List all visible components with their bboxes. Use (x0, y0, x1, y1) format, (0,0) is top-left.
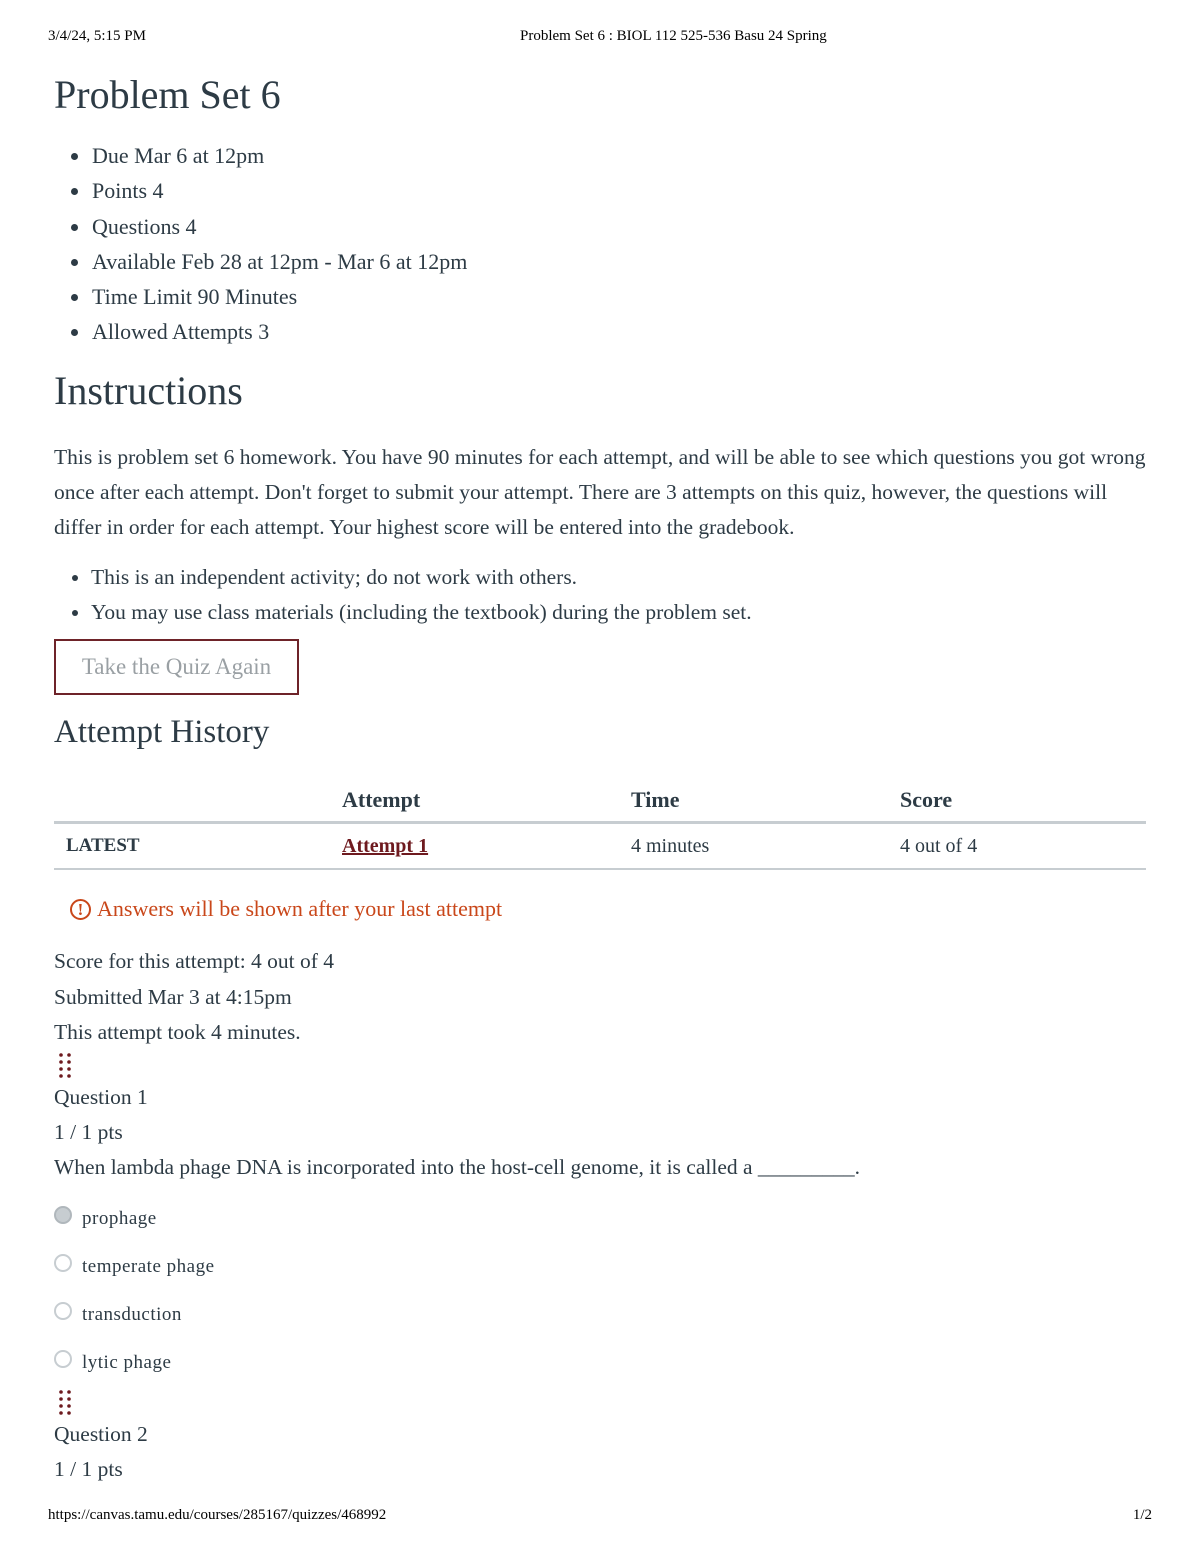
table-header-row (54, 779, 1146, 823)
column-header-score: Score (900, 779, 1146, 823)
answer-label: temperate phage (82, 1256, 215, 1278)
quiz-content (54, 70, 1146, 1487)
attempt-history-heading: Attempt History (54, 714, 270, 751)
latest-label: LATEST (54, 823, 342, 870)
question-title: Question 2 (54, 1422, 148, 1447)
take-quiz-again-button[interactable]: Take the Quiz Again (54, 639, 299, 695)
drag-handle-icon (58, 1052, 78, 1078)
quiz-details (54, 138, 1146, 350)
radio-icon[interactable] (54, 1350, 72, 1368)
instructions-heading: Instructions (54, 367, 243, 413)
attempt-time: 4 minutes (631, 823, 900, 870)
attempt-duration-text: This attempt took 4 minutes. (54, 1019, 301, 1044)
instructions-text: This is problem set 6 homework. You have 90 minutes for each attempt, and will be able to see which questions you got wrong once after each attempt. Don't forget to submit your attempt. There are 3 attempts on this quiz, however, the questions will differ in order for each attempt. Your highest score will be entered into the gradebook. (54, 444, 1146, 540)
answer-option[interactable] (54, 1243, 1146, 1291)
question-points: 1 / 1 pts (54, 1457, 123, 1482)
rule-item: • This is an independent activity; do not work with others. (91, 560, 1146, 595)
print-page-number: 1/2 (1132, 1507, 1152, 1523)
attempt-link[interactable]: Attempt 1 (342, 834, 429, 857)
rule-item: • You may use class materials (including the textbook) during the problem set. (91, 595, 1146, 630)
rules-list (54, 560, 1146, 631)
attempt-score: 4 out of 4 (900, 823, 1146, 870)
question-text: When lambda phage DNA is incorporated into the host-cell genome, it is called a _________. (54, 1155, 861, 1180)
attempt-summary (54, 944, 1146, 1050)
question-2 (54, 1389, 1146, 1487)
attempt-history-table (54, 779, 1146, 870)
radio-icon[interactable] (54, 1254, 72, 1272)
answer-option[interactable] (54, 1291, 1146, 1339)
column-header-attempt: Attempt (342, 779, 631, 823)
question-1 (54, 1052, 1146, 1387)
attempt-score-text: Score for this attempt: 4 out of 4 (54, 949, 335, 974)
answer-label: transduction (82, 1304, 182, 1326)
detail-available: • Available Feb 28 at 12pm - Mar 6 at 12pm (91, 244, 1146, 279)
print-date: 3/4/24, 5:15 PM (48, 28, 146, 44)
detail-points: • Points 4 (91, 173, 1146, 208)
table-row (54, 823, 1146, 870)
print-page-title: Problem Set 6 : BIOL 112 525-536 Basu 24 Spring (520, 28, 827, 44)
answer-label: prophage (82, 1208, 157, 1230)
answer-option[interactable] (54, 1339, 1146, 1387)
exclamation-circle-icon: ! (70, 899, 91, 920)
detail-time-limit: • Time Limit 90 Minutes (91, 279, 1146, 314)
column-header-time: Time (631, 779, 900, 823)
detail-allowed-attempts: • Allowed Attempts 3 (91, 314, 1146, 349)
column-header-tag (54, 779, 342, 823)
detail-due: • Due Mar 6 at 12pm (91, 138, 1146, 173)
question-title: Question 1 (54, 1085, 148, 1110)
print-url: https://canvas.tamu.edu/courses/285167/quizzes/468992 (48, 1507, 387, 1523)
radio-icon[interactable] (54, 1302, 72, 1320)
answer-option[interactable] (54, 1195, 1146, 1243)
answers-warning (70, 894, 1146, 924)
attempt-submitted-text: Submitted Mar 3 at 4:15pm (54, 984, 292, 1009)
drag-handle-icon (58, 1389, 78, 1415)
detail-questions: • Questions 4 (91, 209, 1146, 244)
page-title: Problem Set 6 (54, 72, 281, 117)
answer-label: lytic phage (82, 1352, 172, 1374)
warning-text: Answers will be shown after your last attempt (97, 896, 503, 922)
answer-list (54, 1195, 1146, 1387)
radio-selected-icon[interactable] (54, 1206, 72, 1224)
question-points: 1 / 1 pts (54, 1120, 123, 1145)
